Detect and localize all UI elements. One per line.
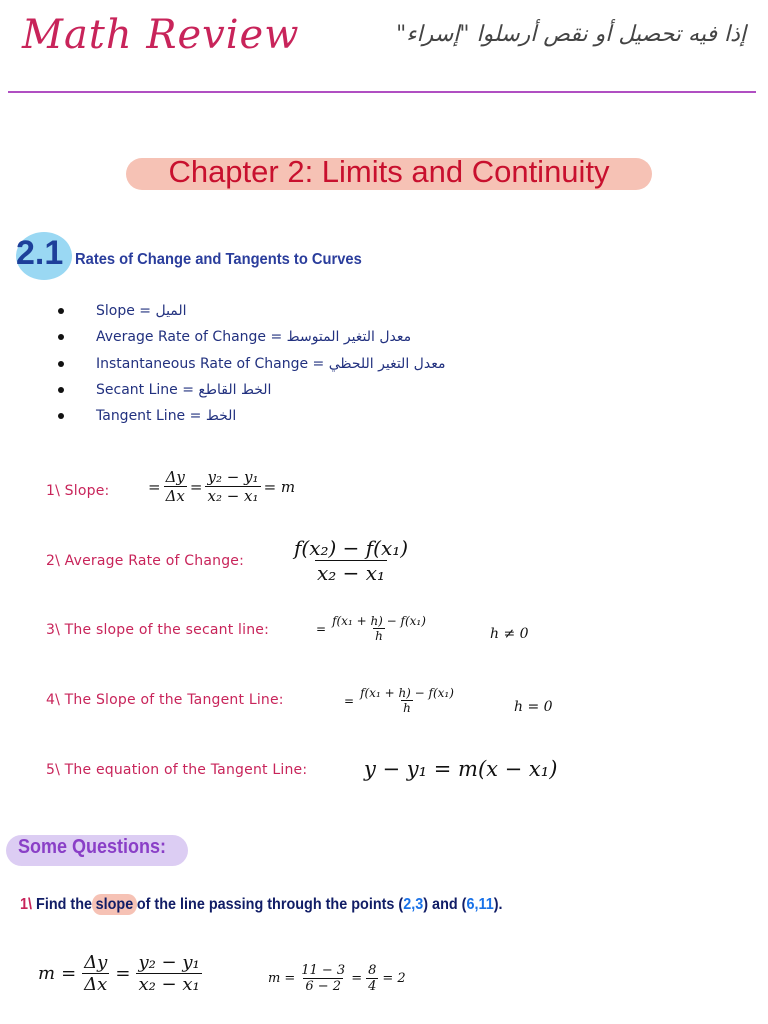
list-item: Average Rate of Change = معدل التغير المتوسط [58, 324, 445, 350]
bullet-icon [58, 308, 64, 314]
header-divider [8, 91, 756, 93]
page-header-title: Math Review [22, 12, 300, 58]
formula-3: = $\frac{\text{f(x₁ + h) − f(x₁)}}{h}$ [316, 614, 426, 643]
bullet-icon [58, 361, 64, 367]
chapter-title-pill [126, 154, 652, 190]
list-item: Slope = الميل [58, 298, 445, 324]
questions-heading: Some Questions: [18, 836, 167, 858]
formula-1-label: 1\ Slope: [46, 483, 110, 499]
formula-5-label: 5\ The equation of the Tangent Line: [46, 762, 308, 778]
formula-4: = $\frac{\text{f(x₁ + h) − f(x₁)}}{h}$ [344, 686, 454, 715]
formula-1: = $\frac{\Delta y}{\Delta x}$ = $\frac{\text{y₂ − y₁}}{\text{x₂ − x₁}}$ = m [148, 468, 296, 505]
question-1: 1\ Find the slope of the line passing through the points (2,3) and (6,11). [20, 896, 503, 913]
highlighted-term: slope [92, 894, 137, 915]
formula-3-condition: h ≠ 0 [490, 626, 529, 642]
list-item: Tangent Line = الخط [58, 403, 445, 429]
bullet-icon [58, 334, 64, 340]
list-item: Secant Line = الخط القاطع [58, 377, 445, 403]
bullet-icon [58, 387, 64, 393]
arabic-note: إذا فيه تحصيل أو نقص أرسلوا "إسراء" [396, 22, 746, 47]
list-item: Instantaneous Rate of Change = معدل التغير اللحظي [58, 351, 445, 377]
formula-5: y − y₁ = m(x − x₁) [364, 757, 558, 781]
bullet-icon [58, 413, 64, 419]
formula-2: $\frac{\text{f(x₂) − f(x₁)}}{\text{x₂ − x₁}}$ [294, 536, 409, 585]
formula-4-condition: h = 0 [514, 699, 553, 715]
solution-formula: m = $\frac{\Delta y}{\Delta x}$ = $\frac{\text{y₂ − y₁}}{\text{x₂ − x₁}}$ [38, 952, 200, 995]
terms-list [58, 298, 445, 429]
formula-4-label: 4\ The Slope of the Tangent Line: [46, 692, 284, 708]
section-title: Rates of Change and Tangents to Curves [75, 251, 362, 268]
formula-2-label: 2\ Average Rate of Change: [46, 553, 245, 569]
chapter-title: Chapter 2: Limits and Continuity [168, 154, 610, 189]
solution-calculation: m = $\frac{11 - 3}{6 - 2}$ = $\frac{8}{4}$ = 2 [268, 963, 406, 994]
section-number: 2.1 [16, 234, 64, 272]
formula-3-label: 3\ The slope of the secant line: [46, 622, 270, 638]
